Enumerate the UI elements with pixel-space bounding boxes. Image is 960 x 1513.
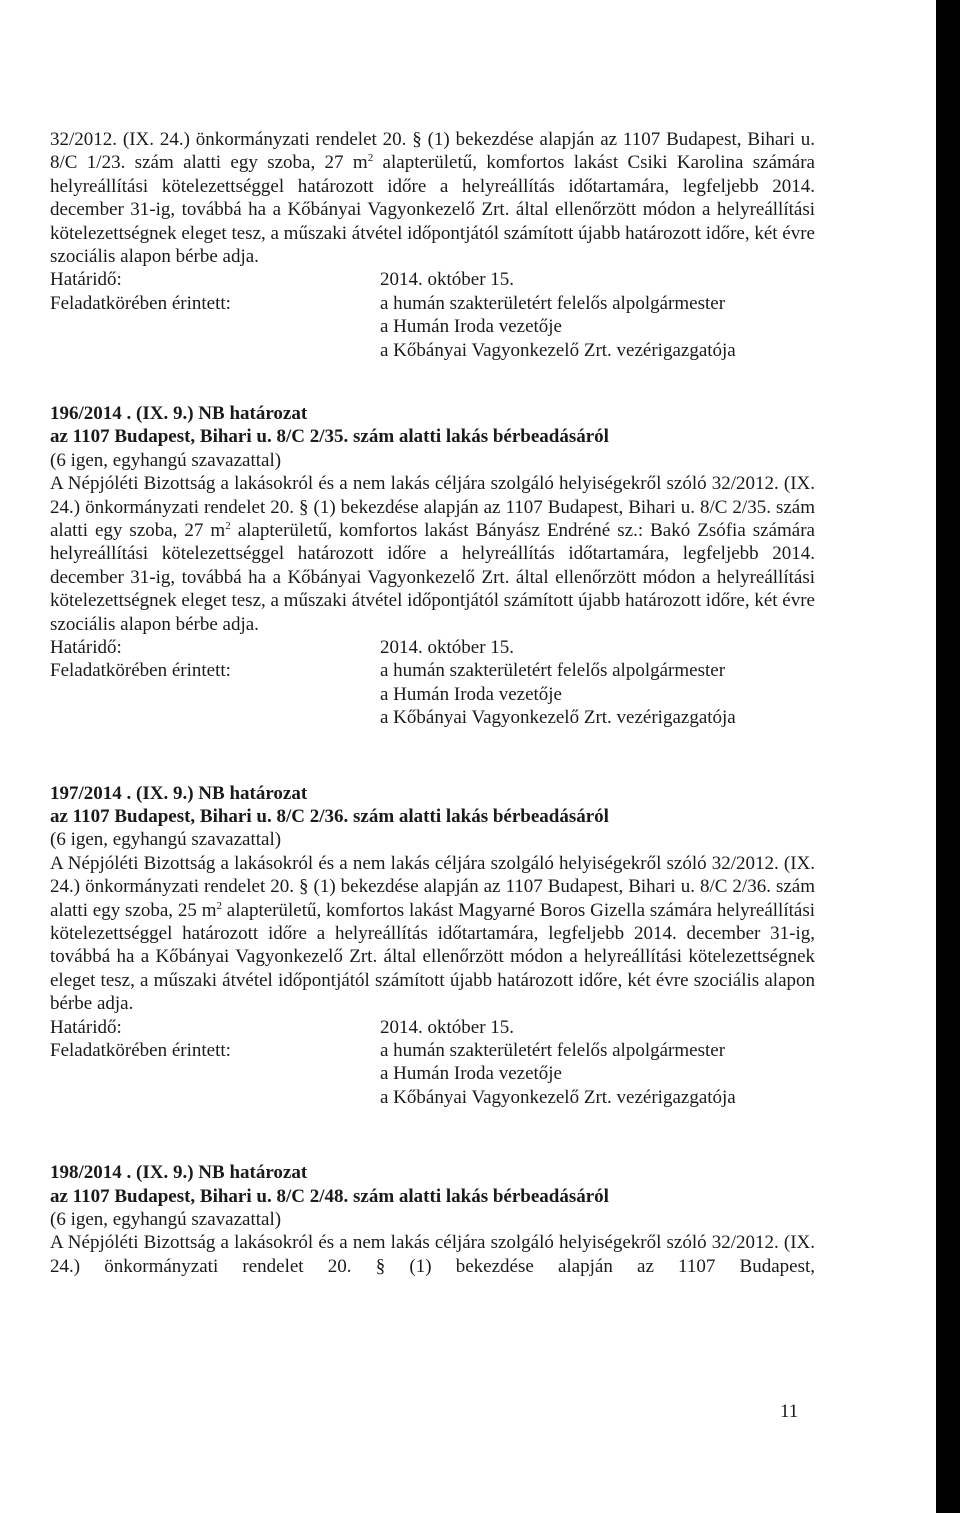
deadline-label: Határidő: xyxy=(50,637,122,659)
responsible-value: a humán szakterületért felelős alpolgármester xyxy=(380,1040,726,1062)
resolution-number: 196/2014 . (IX. 9.) NB határozat xyxy=(50,403,308,424)
resolution-subject: az 1107 Budapest, Bihari u. 8/C 2/48. szám alatti lakás bérbeadásáról xyxy=(50,1185,609,1207)
deadline-value: 2014. október 15. xyxy=(380,1016,515,1038)
responsible-row xyxy=(50,292,815,315)
continued-resolution-body: 32/2012. (IX. 24.) önkormányzati rendelet 20. § (1) bekezdése alapján az 1107 Budapest, Bihari u. 8/C 1/23. szám alatti egy szoba, 27 $m^2$ alapterületű, komfortos lakást Csiki Karolina számára helyreállítási kötelezettséggel határozott időre a helyreállítás időtartamára, legfeljebb 2014. december 31-ig, továbbá ha a Kőbányai Vagyonkezelő Zrt. által ellenőrzött módon a helyreállítási kötelezettségnek eleget tesz, a műszaki átvétel időpontjától számított újabb határozott időre, két évre szociális alapon bérbe adja. xyxy=(50,129,815,268)
responsible-value: a Kőbányai Vagyonkezelő Zrt. vezérigazgatója xyxy=(380,339,736,361)
page-number: 11 xyxy=(780,1401,799,1422)
responsible-value: a humán szakterületért felelős alpolgármester xyxy=(380,660,726,682)
vote-line: (6 igen, egyhangú szavazattal) xyxy=(50,1209,282,1231)
deadline-value: 2014. október 15. xyxy=(380,637,515,659)
responsible-row xyxy=(50,659,815,682)
responsible-value: a Humán Iroda vezetője xyxy=(380,1063,562,1085)
responsible-row xyxy=(50,1062,815,1085)
responsible-row xyxy=(50,683,815,706)
resolution-number: 198/2014 . (IX. 9.) NB határozat xyxy=(50,1162,308,1184)
deadline-row xyxy=(50,1016,815,1039)
resolution-block xyxy=(50,402,815,730)
deadline-value: 2014. október 15. xyxy=(380,269,515,291)
resolution-block xyxy=(50,782,815,1110)
responsible-value: a Humán Iroda vezetője xyxy=(380,316,562,338)
resolution-block xyxy=(50,1161,815,1278)
deadline-label: Határidő: xyxy=(50,1016,122,1038)
deadline-row xyxy=(50,636,815,659)
resolution-number: 197/2014 . (IX. 9.) NB határozat xyxy=(50,782,308,804)
resolution-body: A Népjóléti Bizottság a lakásokról és a nem lakás céljára szolgáló helyiségekről szóló 32/2012. (IX. 24.) önkormányzati rendelet 20. § (1) bekezdése alapján az 1107 Budapest, Bihari u. 8/C 2/35. szám alatti egy szoba, 27 $m^2$ alapterületű, komfortos lakást Bányász Endréné sz.: Bakó Zsófia számára helyreállítási kötelezettséggel határozott időre a helyreállítás időtartamára, legfeljebb 2014. december 31-ig, továbbá ha a Kőbányai Vagyonkezelő Zrt. által ellenőrzött módon a helyreállítási kötelezettségnek eleget tesz, a műszaki átvétel időpontjától számított újabb határozott időre, két évre szociális alapon bérbe adja. xyxy=(50,473,815,635)
responsible-value: a Humán Iroda vezetője xyxy=(380,683,562,705)
vote-line: (6 igen, egyhangú szavazattal) xyxy=(50,829,282,851)
resolution-subject: az 1107 Budapest, Bihari u. 8/C 2/35. szám alatti lakás bérbeadásáról xyxy=(50,426,609,448)
document-page xyxy=(50,0,815,1278)
responsible-value: a humán szakterületért felelős alpolgármester xyxy=(380,292,726,314)
vote-line: (6 igen, egyhangú szavazattal) xyxy=(50,449,282,471)
resolution-body: A Népjóléti Bizottság a lakásokról és a nem lakás céljára szolgáló helyiségekről szóló 32/2012. (IX. 24.) önkormányzati rendelet 20. § (1) bekezdése alapján az 1107 Budapest, xyxy=(50,1232,815,1277)
responsible-row xyxy=(50,1086,815,1109)
responsible-row xyxy=(50,315,815,338)
responsible-value: a Kőbányai Vagyonkezelő Zrt. vezérigazgatója xyxy=(380,1086,736,1108)
responsible-value: a Kőbányai Vagyonkezelő Zrt. vezérigazgatója xyxy=(380,707,736,729)
responsible-label: Feladatkörében érintett: xyxy=(50,1040,231,1062)
resolution-subject: az 1107 Budapest, Bihari u. 8/C 2/36. szám alatti lakás bérbeadásáról xyxy=(50,806,609,828)
resolution-body: A Népjóléti Bizottság a lakásokról és a nem lakás céljára szolgáló helyiségekről szóló 32/2012. (IX. 24.) önkormányzati rendelet 20. § (1) bekezdése alapján az 1107 Budapest, Bihari u. 8/C 2/36. szám alatti egy szoba, 25 $m^2$ alapterületű, komfortos lakást Magyarné Boros Gizella számára helyreállítási kötelezettséggel határozott időre a helyreállítás időtartamára, legfeljebb 2014. december 31-ig, továbbá ha a Kőbányai Vagyonkezelő Zrt. által ellenőrzött módon a helyreállítási kötelezettségnek eleget tesz, a műszaki átvétel időpontjától számított újabb határozott időre, két évre szociális alapon bérbe adja. xyxy=(50,852,815,1015)
deadline-label: Határidő: xyxy=(50,269,122,291)
responsible-row xyxy=(50,1039,815,1062)
responsible-row xyxy=(50,339,815,362)
deadline-row xyxy=(50,268,815,291)
responsible-label: Feladatkörében érintett: xyxy=(50,660,231,682)
responsible-row xyxy=(50,706,815,729)
scan-edge-bar xyxy=(936,0,960,1513)
responsible-label: Feladatkörében érintett: xyxy=(50,292,231,314)
